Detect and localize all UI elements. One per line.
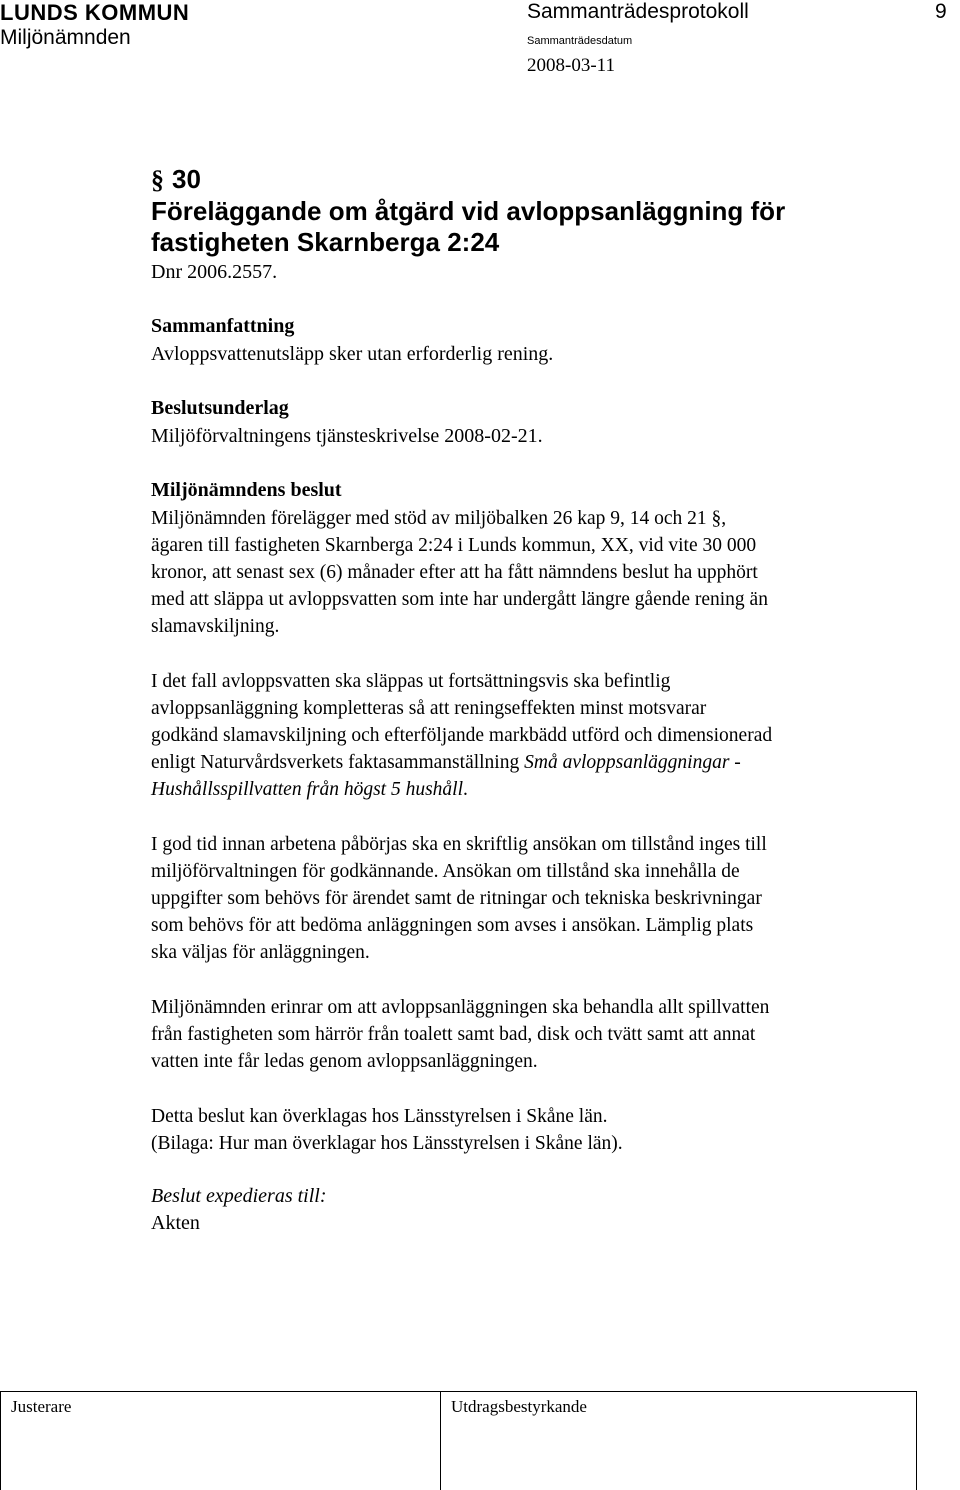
section-number-value: 30 [172,164,201,194]
utdrag-cell [440,1392,917,1490]
decision-paragraph-4 [151,994,911,1075]
document-type: Sammanträdesprotokoll [527,0,749,23]
section-number [151,164,201,195]
justerare-cell [0,1392,441,1490]
text-line: I det fall avloppsvatten ska släppas ut fortsättningsvis ska befintlig [151,671,671,692]
decision-paragraph-3 [151,831,911,966]
text-line [151,776,911,803]
decision-paragraph-1 [151,505,911,640]
summary-text: Avloppsvattenutsläpp sker utan erforderlig rening. [151,343,554,365]
text-line: ska väljas för anläggningen. [151,942,370,963]
text-line: ägaren till fastigheten Skarnberga 2:24 i Lunds kommun, XX, vid vite 30 000 [151,535,757,556]
appeal-paragraph [151,1103,911,1157]
text-line: (Bilaga: Hur man överklagar hos Länsstyrelsen i Skåne län). [151,1133,623,1154]
decision-heading: Miljönämndens beslut [151,479,342,501]
text-plain: enligt Naturvårdsverkets faktasammanställning [151,752,525,773]
text-line: uppgifter som behövs för ärendet samt de ritningar och tekniska beskrivningar [151,888,762,909]
text-line: slamavskiljning. [151,616,280,637]
page-number: 9 [935,0,947,23]
text-line: Miljönämnden förelägger med stöd av miljöbalken 26 kap 9, 14 och 21 §, [151,508,727,529]
publication-title: Små avloppsanläggningar - [524,752,741,773]
section-title-line-2: fastigheten Skarnberga 2:24 [151,227,500,257]
utdrag-label: Utdragsbestyrkande [451,1397,587,1416]
section-title-line-1: Föreläggande om åtgärd vid avloppsanläggning för [151,196,786,226]
dispatch-recipient: Akten [151,1212,200,1234]
text-line: I god tid innan arbetena påbörjas ska en skriftlig ansökan om tillstånd inges till [151,834,767,855]
text-line: kronor, att senast sex (6) månader efter att ha fått nämndens beslut ha upphört [151,562,758,583]
signature-footer [0,1391,917,1490]
case-number: Dnr 2006.2557. [151,261,278,283]
text-line: Detta beslut kan överklagas hos Länsstyrelsen i Skåne län. [151,1106,608,1127]
text-line: Miljönämnden erinrar om att avloppsanläggningen ska behandla allt spillvatten [151,997,770,1018]
text-line: avloppsanläggning kompletteras så att reningseffekten minst motsvarar [151,698,707,719]
justerare-label: Justerare [11,1397,72,1416]
text-line [151,749,911,776]
department-name: Miljönämnden [0,26,131,49]
text-line: godkänd slamavskiljning och efterföljande markbädd utförd och dimensionerad [151,725,773,746]
text-line: vatten inte får ledas genom avloppsanläggningen. [151,1051,538,1072]
basis-text: Miljöförvaltningens tjänsteskrivelse 2008-02-21. [151,425,543,447]
organization-name: LUNDS KOMMUN [0,0,190,25]
text-line: från fastigheten som härrör från toalett samt bad, disk och tvätt samt att annat [151,1024,756,1045]
publication-subtitle: Hushållsspillvatten från högst 5 hushåll [151,779,464,800]
basis-heading: Beslutsunderlag [151,397,289,419]
text-line: som behövs för att bedöma anläggningen som avses i ansökan. Lämplig plats [151,915,754,936]
decision-paragraph-2 [151,668,911,803]
summary-heading: Sammanfattning [151,315,295,337]
dispatch-label: Beslut expedieras till: [151,1185,327,1207]
text-line: med att släppa ut avloppsvatten som inte har undergått längre gående rening än [151,589,768,610]
text-line: miljöförvaltningen för godkännande. Ansökan om tillstånd ska innehålla de [151,861,740,882]
meeting-date-value: 2008-03-11 [527,55,615,76]
paragraph-icon: § [151,165,164,194]
text-plain: . [463,779,468,800]
meeting-date-label: Sammanträdesdatum [527,35,633,47]
